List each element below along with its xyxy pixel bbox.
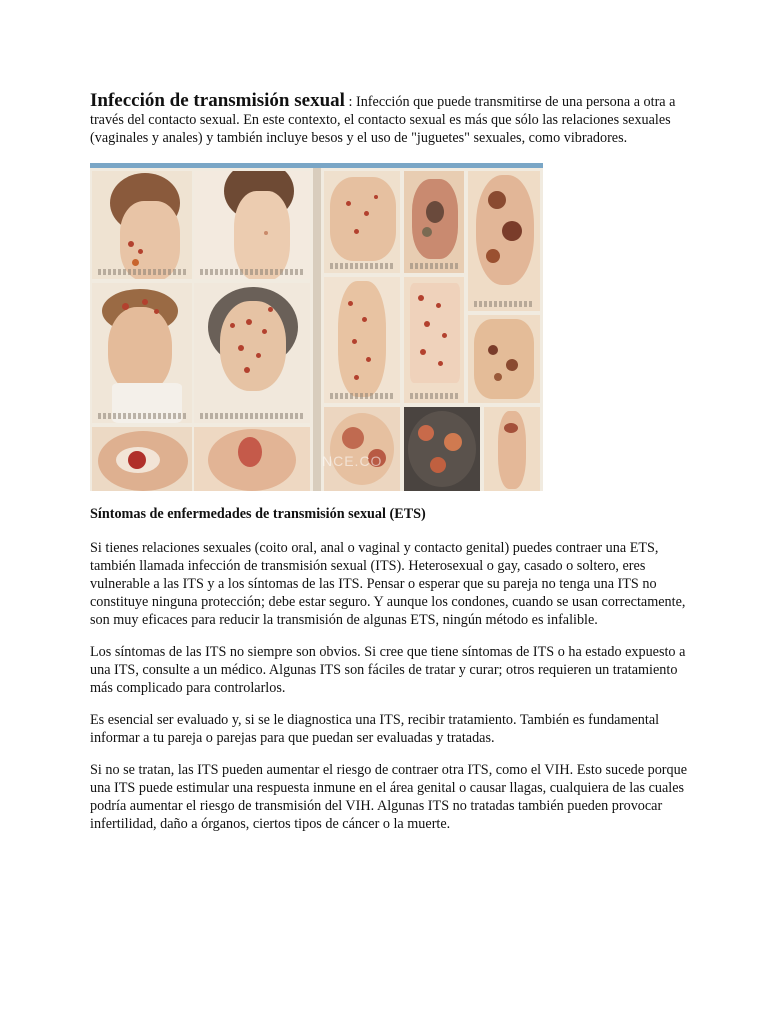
plate-torso-spots — [324, 171, 400, 273]
plate-face-scalp — [92, 283, 192, 423]
plate-neck-profile — [194, 171, 310, 279]
body-paragraph-3: Es esencial ser evaluado y, si se le diagnostica una ITS, recibir tratamiento. También es fundamental informar a tu pareja o parejas para que puedan ser evaluadas y tratadas. — [90, 712, 660, 746]
body-paragraph-2: Los síntomas de las ITS no siempre son obvios. Si cree que tiene síntomas de ITS o ha estado expuesto a una ITS, consulte a un médico. Algunas ITS son fáciles de tratar y curar; otros requieren un tratamiento más complicado para controlarlos. — [90, 644, 686, 696]
plate-eye-lesion — [92, 427, 192, 491]
plate-body-rash — [324, 277, 400, 403]
intro-paragraph — [90, 92, 690, 147]
book-spine-divider — [313, 168, 321, 491]
document-page — [90, 92, 690, 833]
plate-lesion-detail — [324, 407, 400, 491]
intro-term: Infección de transmisión sexual — [90, 90, 345, 111]
intro-definition: : Infección que puede transmitirse de una persona a otra a través del contacto sexual. En este contexto, el contacto sexual es más que sólo las relaciones sexuales (vaginales y anales) y también incluye besos y el uso de "juguetes" sexuales, como vibradores. — [90, 94, 676, 146]
plate-palm-lesions — [468, 315, 540, 403]
body-paragraph-4: Si no se tratan, las ITS pueden aumentar el riesgo de contraer otra ITS, como el VIH. Esto sucede porque una ITS puede estimular una respuesta inmune en el área genital o causar llagas, cualquiera de las cuales podría aumentar el riesgo de transmisión del VIH. Algunas ITS no tratadas también pueden provocar infertilidad, daño a órganos, ciertos tipos de cáncer o la muerte. — [90, 762, 688, 832]
plate-scalp-lesions — [404, 407, 480, 491]
plate-finger-lesion — [484, 407, 540, 491]
section-heading: Síntomas de enfermedades de transmisión sexual (ETS) — [90, 506, 426, 522]
plate-skin-papules — [404, 277, 464, 403]
plate-ulcer-closeup — [468, 171, 540, 311]
plate-lip-lesion — [194, 427, 310, 491]
plate-genital-lesion — [404, 171, 464, 273]
plate-neck-rash — [92, 171, 192, 279]
medical-illustration-plates — [90, 163, 543, 491]
plate-face-rash — [194, 283, 310, 423]
body-paragraph-1: Si tienes relaciones sexuales (coito oral, anal o vaginal y contacto genital) puedes contraer una ETS, también llamada infección de transmisión sexual (ITS). Heterosexual o gay, casado o soltero, eres vulnerable a las ITS y a los síntomas de las ITS. Pensar o esperar que su pareja no tenga una ITS no constituye ninguna protección; debe estar seguro. Y aunque los condones, cuando se usan correctamente, son muy eficaces para reducir la transmisión de algunas ETS, ningún método es infalible. — [90, 540, 686, 628]
image-watermark: NCE.CO — [322, 453, 383, 469]
